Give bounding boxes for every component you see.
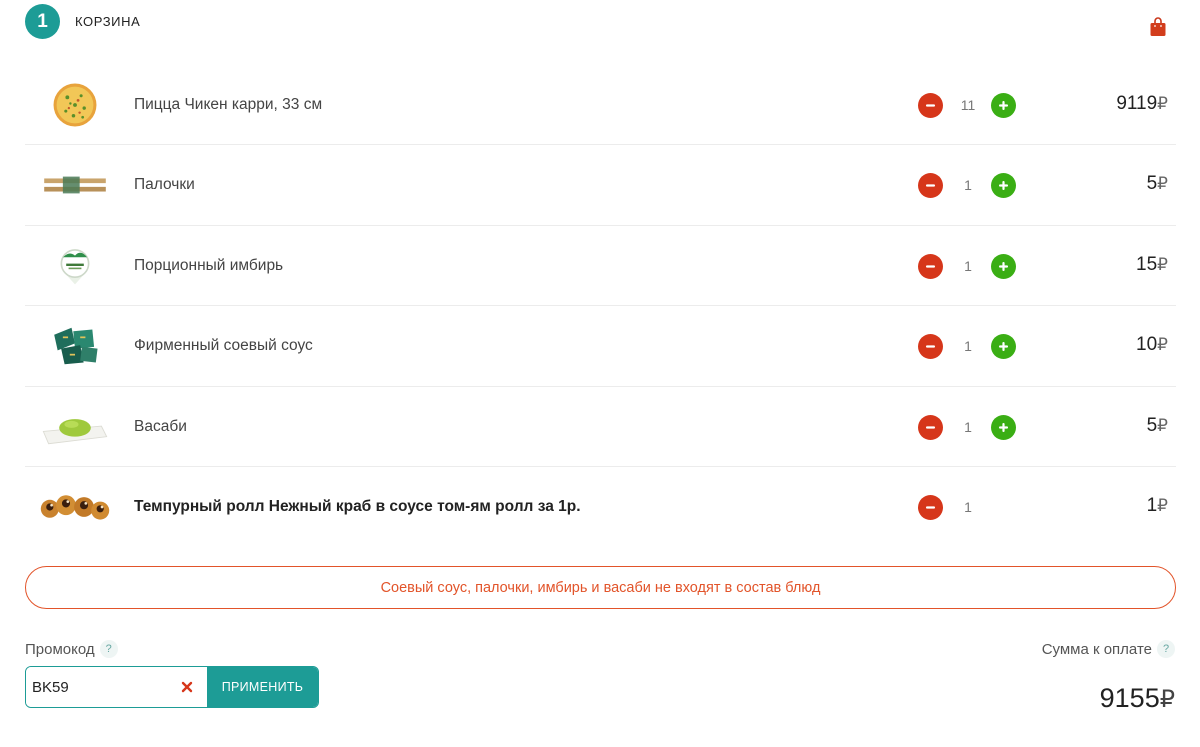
cart-item [25,145,1176,225]
quantity-value: 1 [964,498,972,515]
quantity-value: 1 [964,338,972,355]
product-image [39,479,111,535]
promo-help-icon[interactable]: ? [100,640,118,658]
product-image [39,399,111,455]
increase-quantity-button[interactable] [991,334,1016,359]
plus-icon [997,340,1010,353]
plus-icon [997,421,1010,434]
item-price [1136,334,1168,356]
cart-items-list [25,65,1176,547]
total-currency: ₽ [1159,686,1175,713]
decrease-quantity-button[interactable] [918,254,943,279]
item-price [1147,173,1168,195]
minus-icon [924,421,937,434]
cart-item [25,467,1176,547]
promo-form [25,666,319,708]
shopping-bag-icon[interactable] [1150,16,1166,38]
minus-icon [924,99,937,112]
product-image [39,318,111,374]
minus-icon [924,260,937,273]
step-number-badge: 1 [25,4,60,39]
item-price-value: 1 [1146,494,1158,516]
promo-code-input[interactable] [26,667,207,707]
close-icon[interactable] [181,681,193,693]
item-price-currency: ₽ [1157,495,1168,515]
minus-icon [924,340,937,353]
plus-icon [997,179,1010,192]
product-name: Порционный имбирь [134,256,284,274]
quantity-value: 1 [964,418,972,435]
cart-title: КОРЗИНА [75,14,141,29]
item-price-value: 9119 [1116,93,1158,114]
item-price-currency: ₽ [1157,254,1168,274]
cart-item [25,306,1176,386]
promo-label [25,640,118,658]
increase-quantity-button[interactable] [991,254,1016,279]
cart-header [25,4,1175,40]
item-price [1136,254,1168,276]
decrease-quantity-button[interactable] [918,93,943,118]
item-price-value: 15 [1136,253,1158,275]
decrease-quantity-button[interactable] [918,173,943,198]
product-name: Васаби [134,417,187,435]
item-price-value: 10 [1136,334,1158,356]
quantity-value: 11 [960,97,976,113]
item-price-currency: ₽ [1157,174,1168,194]
item-price-currency: ₽ [1157,335,1168,355]
sum-label [1042,640,1175,658]
quantity-value: 1 [964,257,972,274]
product-name: Темпурный ролл Нежный краб в соусе том-ям ролл за 1р. [134,497,581,515]
total-value: 9155 [1099,683,1160,713]
plus-icon [997,260,1010,273]
item-price-currency: ₽ [1157,415,1168,435]
increase-quantity-button[interactable] [991,415,1016,440]
cart-item [25,65,1176,145]
decrease-quantity-button[interactable] [918,495,943,520]
item-price [1147,415,1168,437]
apply-promo-button[interactable]: ПРИМЕНИТЬ [207,667,318,707]
sum-label-text: Сумма к оплате [1041,640,1152,658]
cart-item [25,226,1176,306]
decrease-quantity-button[interactable] [918,334,943,359]
product-image [39,238,111,294]
promo-label-text: Промокод [25,640,95,658]
sum-help-icon[interactable]: ? [1157,640,1175,658]
decrease-quantity-button[interactable] [918,415,943,440]
quantity-value: 1 [964,177,972,194]
product-image [39,77,111,133]
product-name: Фирменный соевый соус [134,337,313,355]
product-name: Палочки [134,176,195,194]
total-amount [1100,683,1175,714]
product-name: Пицца Чикен карри, 33 см [134,96,323,113]
item-price [1116,93,1168,115]
item-price-currency: ₽ [1157,94,1168,113]
increase-quantity-button[interactable] [991,93,1016,118]
plus-icon [997,99,1010,112]
increase-quantity-button[interactable] [991,173,1016,198]
item-price-value: 5 [1146,173,1158,195]
cart-item [25,387,1176,467]
item-price-value: 5 [1146,414,1158,436]
item-price [1147,495,1168,517]
minus-icon [924,179,937,192]
minus-icon [924,501,937,514]
notice-banner: Соевый соус, палочки, имбирь и васаби не входят в состав блюд [25,566,1176,609]
product-image [39,157,111,213]
